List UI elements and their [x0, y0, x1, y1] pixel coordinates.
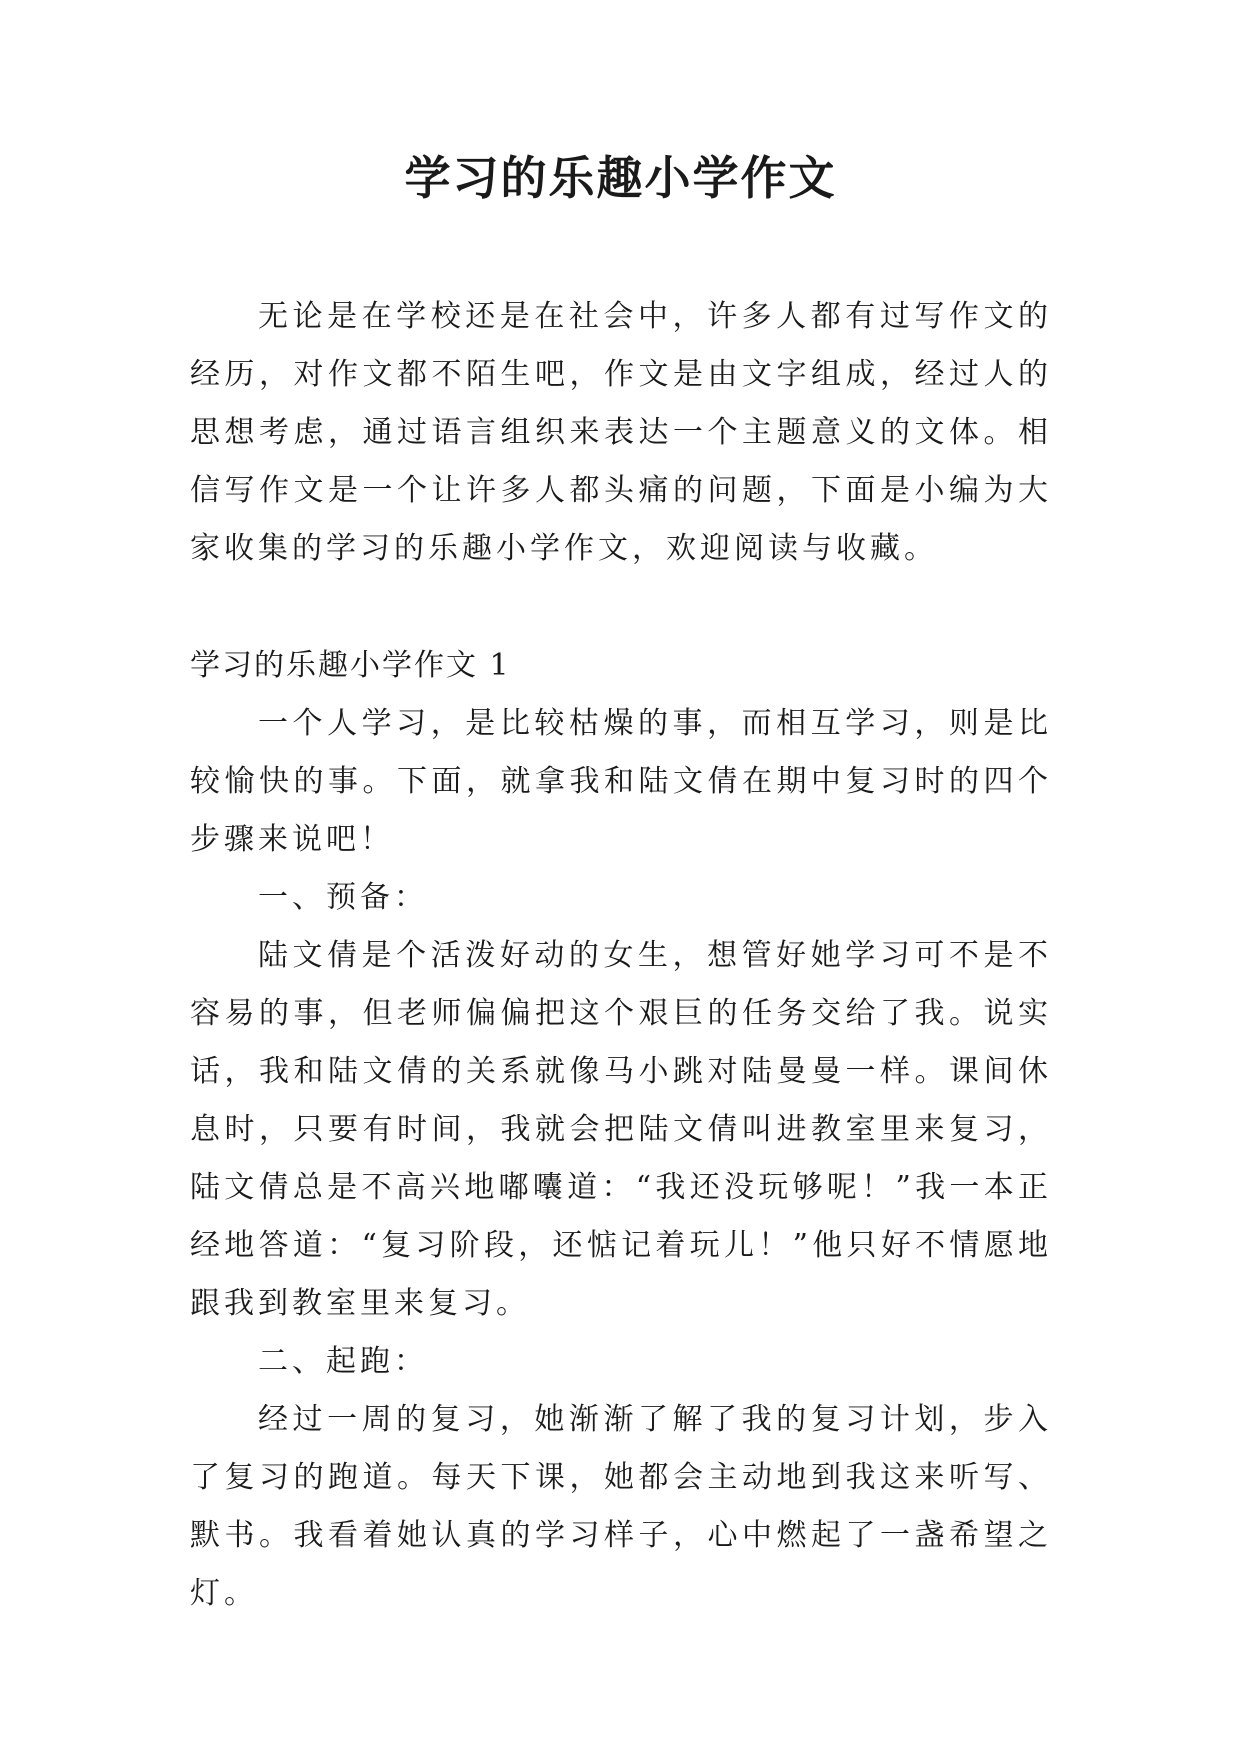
- step-heading-2: 二、起跑：: [258, 1344, 428, 1379]
- intro-paragraph: 无论是在学校还是在社会中，许多人都有过写作文的经历，对作文都不陌生吧，作文是由文字组成，经过人的思想考虑，通过语言组织来表达一个主题意义的文体。相信写作文是一个让许多人都头痛的问题，下面是小编为大家收集的学习的乐趣小学作文，欢迎阅读与收藏。: [190, 299, 1052, 566]
- essay-paragraph-1: 一个人学习，是比较枯燥的事，而相互学习，则是比较愉快的事。下面，就拿我和陆文倩在期中复习时的四个步骤来说吧！: [190, 706, 1052, 857]
- essay-paragraph-3: 经过一周的复习，她渐渐了解了我的复习计划，步入了复习的跑道。每天下课，她都会主动地到我这来听写、默书。我看着她认真的学习样子，心中燃起了一盏希望之灯。: [190, 1402, 1052, 1611]
- essay-paragraph-2: 陆文倩是个活泼好动的女生，想管好她学习可不是不容易的事，但老师偏偏把这个艰巨的任务交给了我。说实话，我和陆文倩的关系就像马小跳对陆曼曼一样。课间休息时，只要有时间，我就会把陆文倩叫进教室里来复习，陆文倩总是不高兴地嘟囔道：“我还没玩够呢！”我一本正经地答道：“复习阶段，还惦记着玩儿！”他只好不情愿地跟我到教室里来复习。: [190, 938, 1052, 1321]
- document-title: 学习的乐趣小学作文: [404, 151, 837, 205]
- section-title: 学习的乐趣小学作文 1: [190, 648, 511, 683]
- step-heading-1: 一、预备：: [258, 880, 428, 915]
